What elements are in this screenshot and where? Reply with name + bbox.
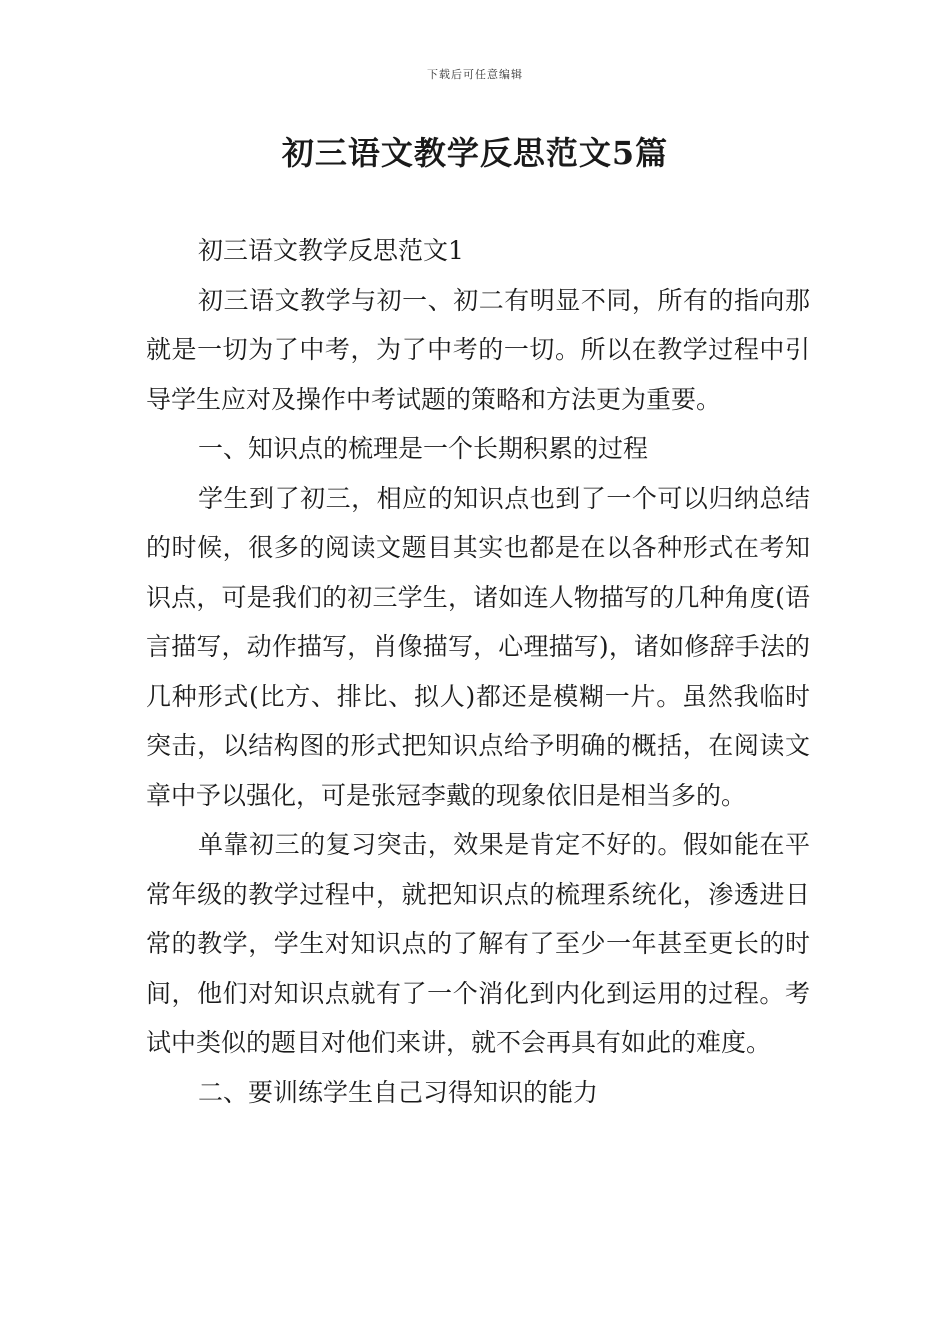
paragraph-intro: 初三语文教学与初一、初二有明显不同，所有的指向那就是一切为了中考，为了中考的一切。所以在教学过程中引导学生应对及操作中考试题的策略和方法更为重要。: [146, 285, 810, 414]
header-note: 下载后可任意编辑: [427, 68, 523, 81]
document-body: [146, 226, 810, 1117]
point-heading-1: 一、知识点的梳理是一个长期积累的过程: [198, 434, 649, 463]
point-heading-2: 二、要训练学生自己习得知识的能力: [198, 1077, 599, 1107]
paragraph-knowledge: 学生到了初三，相应的知识点也到了一个可以归纳总结的时候，很多的阅读文题目其实也都是在以各种形式在考知识点，可是我们的初三学生，诸如连人物描写的几种角度(语言描写，动作描写，肖像描写，心理描写)，诸如修辞手法的几种形式(比方、排比、拟人)都还是模糊一片。虽然我临时突击，以结构图的形式把知识点给予明确的概括，在阅读文章中予以强化，可是张冠李戴的现象依旧是相当多的。: [146, 483, 810, 810]
document-title: 初三语文教学反思范文5篇: [281, 134, 669, 172]
paragraph-review: 单靠初三的复习突击，效果是肯定不好的。假如能在平常年级的教学过程中，就把知识点的梳理系统化，渗透进日常的教学，学生对知识点的了解有了至少一年甚至更长的时间，他们对知识点就有了一个消化到内化到运用的过程。考试中类似的题目对他们来讲，就不会再具有如此的难度。: [146, 830, 810, 1057]
section-heading-1: 初三语文教学反思范文1: [198, 236, 464, 265]
